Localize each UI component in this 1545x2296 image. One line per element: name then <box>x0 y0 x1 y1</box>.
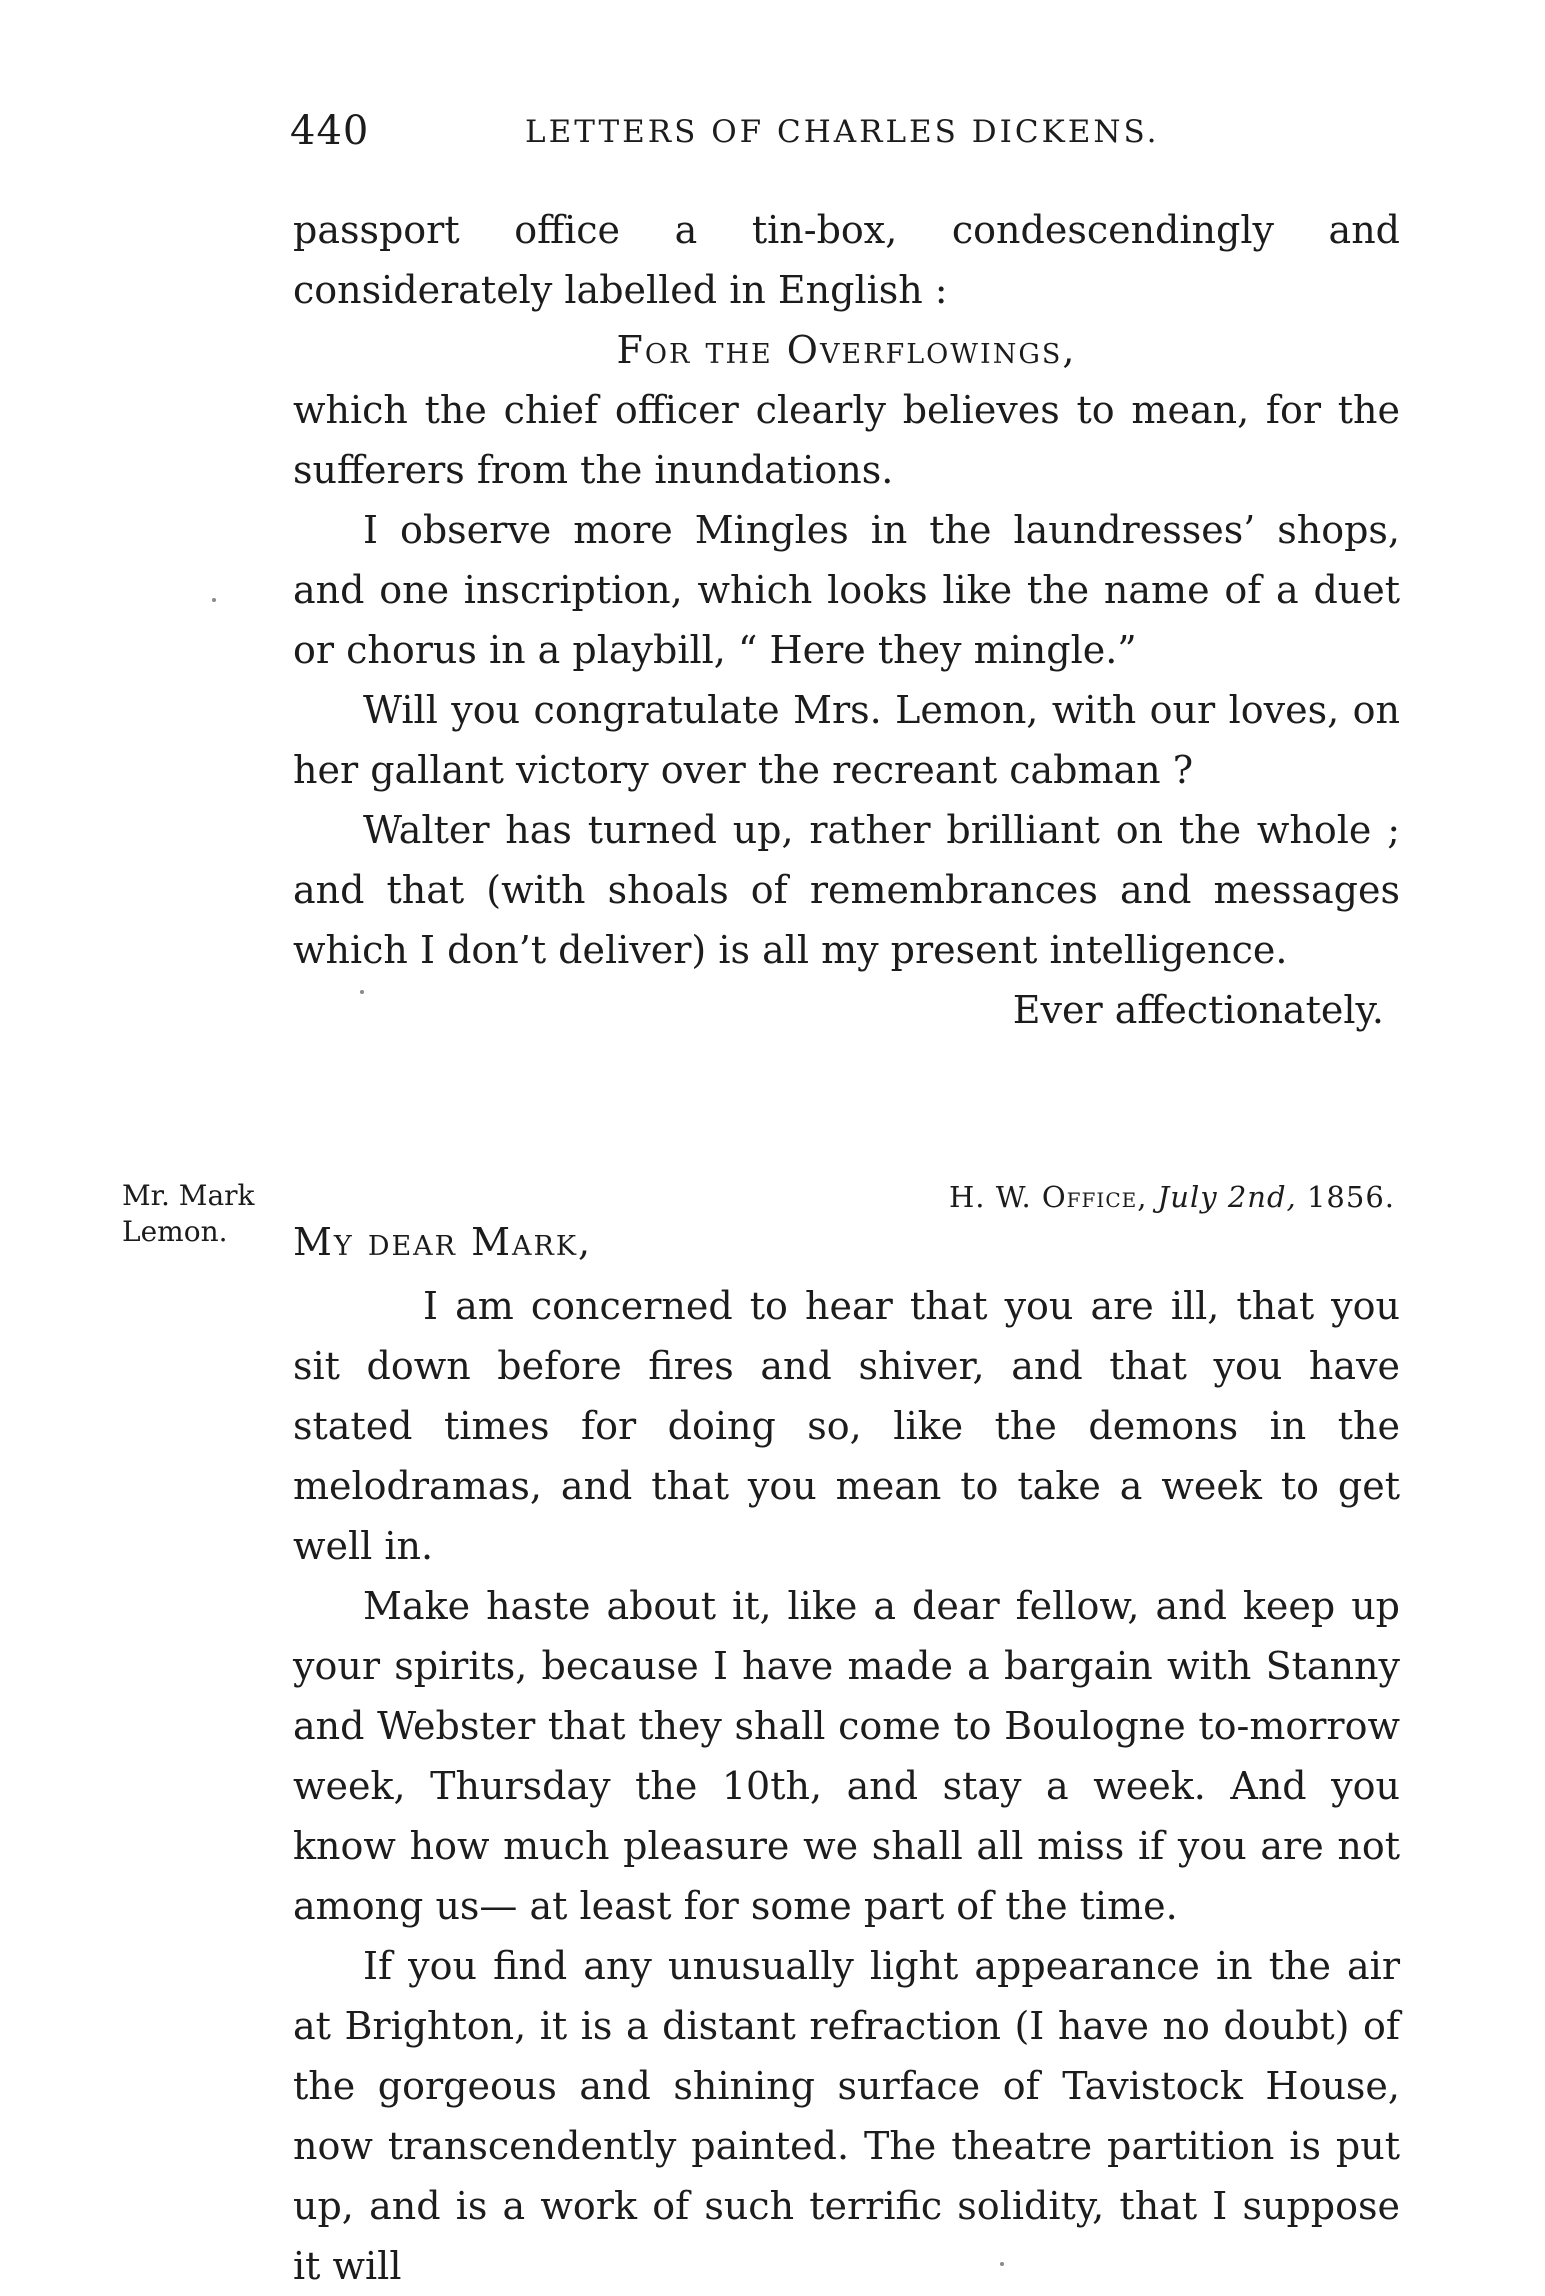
running-title: LETTERS OF CHARLES DICKENS. <box>525 114 1160 150</box>
running-head <box>290 108 1400 164</box>
dateline-date: July 2nd, <box>1157 1180 1297 1214</box>
recipient-sidenote <box>122 1178 255 1250</box>
paper-speck <box>1000 2262 1004 2266</box>
paragraph: I observe more Mingles in the laundresses’ shops, and one inscription, which looks like the name of a duet or chorus in a playbill, “ Here they mingle.” <box>293 508 1400 672</box>
paragraph: Walter has turned up, rather brilliant on the whole ; and that (with shoals of remembrances and messages which I don’t deliver) is all my present intelligence. <box>293 808 1400 972</box>
paragraph: Make haste about it, like a dear fellow, and keep up your spirits, because I have made a bargain with Stanny and Webster that they shall come to Boulogne to-morrow week, Thursday the 10th, and stay a week. And you know how much pleasure we shall all miss if you are not among us— at least for some part of the time. <box>293 1584 1400 1928</box>
letter-body <box>293 1276 1400 2296</box>
paper-speck <box>212 598 216 602</box>
letter-continuation <box>293 200 1400 1040</box>
signoff: Ever affectionately. <box>1012 988 1384 1032</box>
recipient-line: Mr. Mark <box>122 1179 255 1212</box>
dateline <box>949 1180 1395 1214</box>
paragraph: Will you congratulate Mrs. Lemon, with our loves, on her gallant victory over the recreant cabman ? <box>293 688 1400 792</box>
notice-heading: For the Overflowings, <box>616 328 1077 372</box>
salutation: My dear Mark, <box>293 1220 593 1264</box>
dateline-year: 1856. <box>1306 1180 1395 1214</box>
paper-speck <box>360 990 364 994</box>
paragraph: passport office a tin-box, condescendingly and considerately labelled in English : <box>293 208 1400 312</box>
paragraph: which the chief officer clearly believes to mean, for the sufferers from the inundations. <box>293 388 1400 492</box>
paragraph: I am concerned to hear that you are ill, that you sit down before fires and shiver, and that you have stated times for doing so, like the demons in the melodramas, and that you mean to take a week to get well in. <box>293 1284 1400 1568</box>
recipient-line: Lemon. <box>122 1215 228 1248</box>
paragraph: If you find any unusually light appearance in the air at Brighton, it is a distant refraction (I have no doubt) of the gorgeous and shining surface of Tavistock House, now transcendently painted. The theatre partition is put up, and is a work of such terrific solidity, that I suppose it will <box>293 1944 1400 2288</box>
dateline-place: H. W. Office, <box>948 1180 1148 1214</box>
page-number: 440 <box>290 108 370 154</box>
